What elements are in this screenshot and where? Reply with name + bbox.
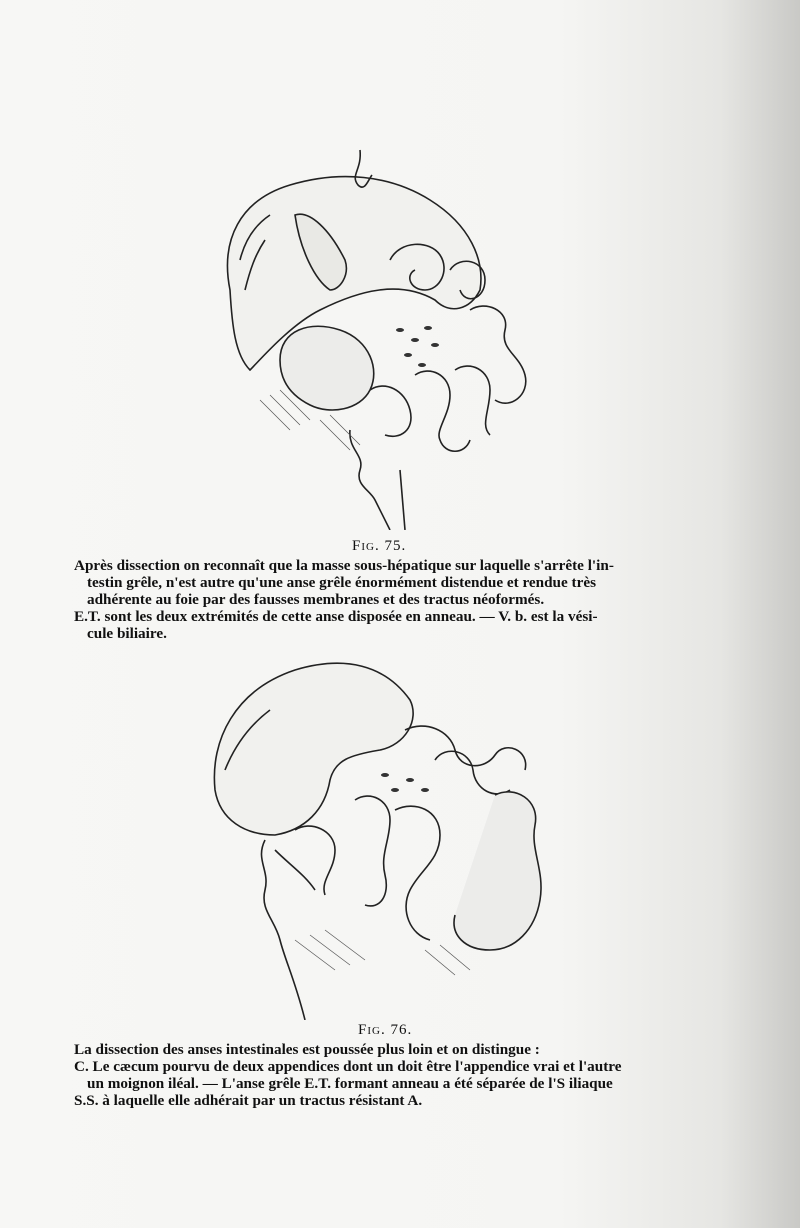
caption-line: La dissection des anses intestinales est poussée plus loin et on distingue : bbox=[74, 1041, 540, 1058]
caption-line: S.S. à laquelle elle adhérait par un tractus résistant A. bbox=[74, 1092, 423, 1109]
figure-76-label: Fig. 76. bbox=[358, 1022, 413, 1038]
caption-line: testin grêle, n'est autre qu'une anse grêle énormément distendue et rendue très bbox=[87, 574, 596, 591]
figure-75-illustration bbox=[200, 140, 540, 530]
figure-76-caption bbox=[74, 1041, 694, 1109]
caption-line: un moignon iléal. — L'anse grêle E.T. formant anneau a été séparée de l'S iliaque bbox=[87, 1075, 613, 1092]
caption-line: C. Le cæcum pourvu de deux appendices dont un doit être l'appendice vrai et l'autre bbox=[74, 1058, 622, 1075]
figure-76-illustration bbox=[195, 650, 565, 1020]
caption-line: E.T. sont les deux extrémités de cette anse disposée en anneau. — V. b. est la vési- bbox=[74, 608, 598, 625]
figure-75-label: Fig. 75. bbox=[352, 538, 407, 554]
figure-75-caption bbox=[74, 557, 694, 642]
caption-line: adhérente au foie par des fausses membranes et des tractus néoformés. bbox=[87, 591, 545, 608]
caption-line: Après dissection on reconnaît que la masse sous-hépatique sur laquelle s'arrête l'in- bbox=[74, 557, 614, 574]
caption-line: cule biliaire. bbox=[87, 625, 167, 642]
